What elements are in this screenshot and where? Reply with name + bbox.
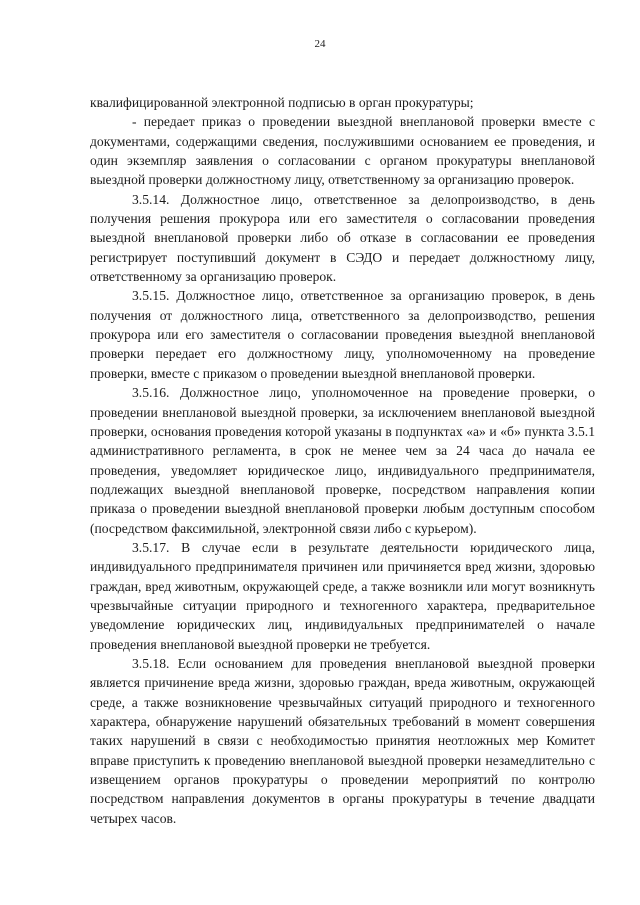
paragraph-3-5-14: 3.5.14. Должностное лицо, ответственное за делопроизводство, в день получения решения прокурора или его заместителя о согласовании проведения выездной внеплановой проверки либо об отказе в согласовании ее проведения регистрирует поступивший документ в СЭДО и передает должностному лицу, ответственному за организацию проверок.	[90, 191, 595, 285]
document-body	[90, 93, 595, 828]
paragraph-3-5-16: 3.5.16. Должностное лицо, уполномоченное на проведение проверки, о проведении внеплановой выездной проверки, за исключением внеплановой выездной проверки, основания проведения которой указаны в подпунктах «а» и «б» пункта 3.5.1 административного регламента, в срок не менее чем за 24 часа до начала ее проведения, уведомляет юридическое лицо, индивидуального предпринимателя, подлежащих выездной внеплановой проверке, посредством направления копии приказа о проведении выездной внеплановой проверки любым доступным способом (посредством факсимильной, электронной связи либо с курьером).	[90, 385, 595, 536]
page-number: 24	[314, 38, 326, 50]
paragraph-3-5-17: 3.5.17. В случае если в результате деятельности юридического лица, индивидуального предпринимателя причинен или причиняется вред жизни, здоровью граждан, вред животным, окружающей среде, а также возникли или могут возникнуть чрезвычайные ситуации природного и техногенного характера, предварительное уведомление юридических лиц, индивидуальных предпринимателей о начале проведения внеплановой выездной проверки не требуется.	[90, 539, 595, 652]
paragraph-3-5-15: 3.5.15. Должностное лицо, ответственное за организацию проверок, в день получения от должностного лица, ответственного за делопроизводство, решения прокурора или его заместителя о согласовании проведения выездной внеплановой проверки передает его должностному лицу, уполномоченному на проведение проверки, вместе с приказом о проведении выездной внеплановой проверки.	[90, 288, 595, 381]
paragraph-transfer-order: - передает приказ о проведении выездной внеплановой проверки вместе с документами, содержащими сведения, послужившими основанием ее проведения, и один экземпляр заявления о согласовании с органом прокуратуры внеплановой выездной проверки должностному лицу, ответственному за организацию проверок.	[90, 114, 595, 188]
paragraph-continuation: квалифицированной электронной подписью в орган прокуратуры;	[90, 95, 474, 110]
paragraph-3-5-18: 3.5.18. Если основанием для проведения внеплановой выездной проверки является причинение вреда жизни, здоровью граждан, вреда животным, окружающей среде, а также возникновение чрезвычайных ситуаций природного и техногенного характера, обнаружение нарушений обязательных требований в момент совершения таких нарушений в связи с необходимостью принятия неотложных мер Комитет вправе приступить к проведению внеплановой выездной проверки незамедлительно с извещением органов прокуратуры о проведении мероприятий по контролю посредством направления документов в органы прокуратуры в течение двадцати четырех часов.	[90, 655, 595, 826]
